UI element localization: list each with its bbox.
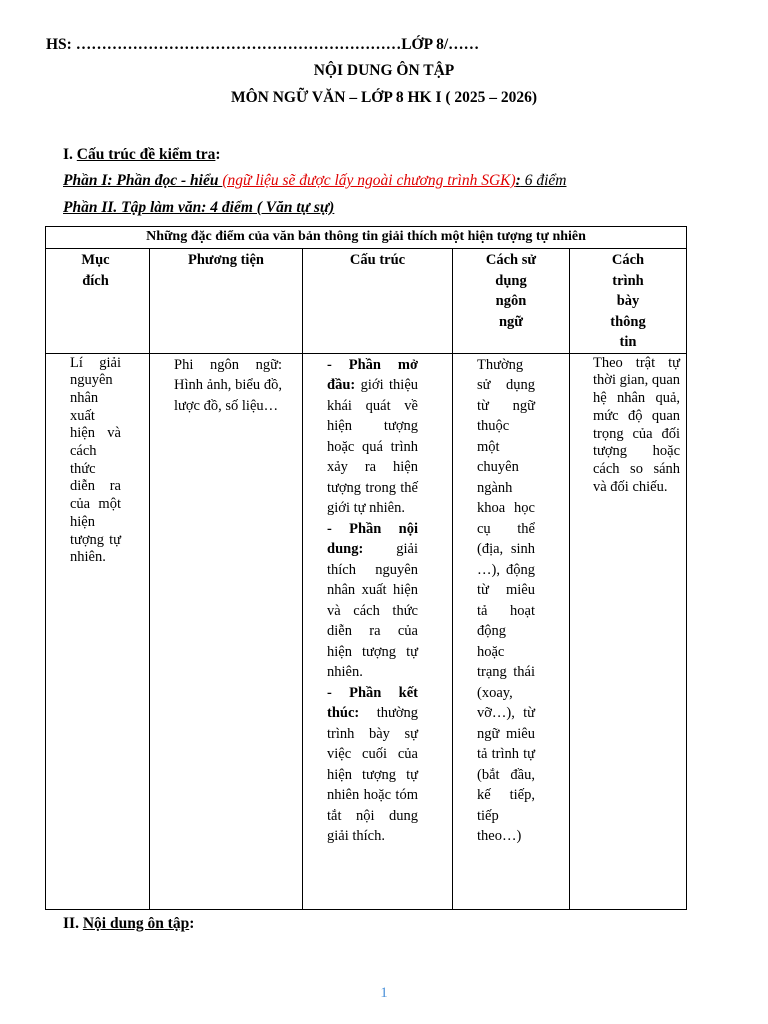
cau-truc-mo-dau bbox=[327, 355, 418, 519]
header-phuong-tien: Phương tiện bbox=[150, 249, 303, 354]
cell-trinh-bay: Theo trật tự thời gian, quan hệ nhân quả, mức độ quan trọng của đối tượng hoặc cách so sánh và đối chiếu. bbox=[570, 353, 687, 909]
cell-cau-truc bbox=[303, 353, 453, 909]
header-trinh-bay: Cách trình bày thông tin bbox=[570, 249, 687, 354]
cau-truc-noi-dung bbox=[327, 519, 418, 683]
mo-dau-label: - Phần mở đầu: bbox=[327, 356, 418, 393]
section-1-heading bbox=[63, 146, 221, 164]
page-number: 1 bbox=[380, 985, 388, 1001]
header-muc-dich: Mục đích bbox=[46, 249, 150, 354]
features-table bbox=[45, 226, 687, 910]
section-2-heading bbox=[63, 915, 194, 933]
cell-muc-dich: Lí giải nguyên nhân xuất hiện và cách thức diễn ra của một hiện tượng tự nhiên. bbox=[46, 353, 150, 909]
document-subtitle: MÔN NGỮ VĂN – LỚP 8 HK I ( 2025 – 2026) bbox=[230, 89, 538, 106]
section-1-colon: : bbox=[215, 146, 221, 163]
part-1-note: (ngữ liệu sẽ được lấy ngoài chương trình SGK) bbox=[222, 172, 516, 189]
cell-phuong-tien: Phi ngôn ngữ: Hình ảnh, biểu đồ, lược đồ, số liệu… bbox=[150, 353, 303, 909]
noi-dung-label: - Phần nội dung: bbox=[327, 520, 418, 557]
table-caption: Những đặc điểm của văn bản thông tin giải thích một hiện tượng tự nhiên bbox=[46, 227, 687, 249]
section-2-number: II. bbox=[63, 915, 83, 932]
part-1-line bbox=[63, 172, 566, 190]
header-ngon-ngu: Cách sử dụng ngôn ngữ bbox=[453, 249, 570, 354]
section-2-colon: : bbox=[189, 915, 195, 932]
cell-ngon-ngu: Thường sử dụng từ ngữ thuộc một chuyên ngành khoa học cụ thể (địa, sinh …), động từ miêu tả hoạt động hoặc trạng thái (xoay, vỡ…), từ ngữ miêu tả trình tự (bắt đầu, kế tiếp, tiếp theo…) bbox=[453, 353, 570, 909]
section-1-number: I. bbox=[63, 146, 77, 163]
part-2-line: Phần II. Tập làm văn: 4 điểm ( Văn tự sự) bbox=[63, 199, 335, 216]
ket-thuc-label: - Phần kết thúc: bbox=[327, 684, 418, 721]
document-title: NỘI DUNG ÔN TẬP bbox=[313, 62, 455, 79]
student-info-line: HS: ………………………………………………………LỚP 8/…… bbox=[46, 36, 480, 53]
table-row bbox=[46, 353, 687, 909]
part-1-label: Phần I: Phần đọc - hiểu bbox=[63, 172, 223, 189]
header-cau-truc: Cấu trúc bbox=[303, 249, 453, 354]
part-1-colon: : bbox=[515, 172, 521, 189]
part-1-points: 6 điểm bbox=[520, 172, 567, 189]
ket-thuc-text: thường trình bày sự việc cuối của hiện tượng tự nhiên hoặc tóm tắt nội dung giải thích. bbox=[327, 705, 418, 844]
section-2-title: Nội dung ôn tập bbox=[82, 915, 190, 932]
section-1-title: Cấu trúc đề kiểm tra bbox=[76, 146, 216, 163]
cau-truc-ket-thuc bbox=[327, 683, 418, 847]
mo-dau-text: giới thiệu khái quát về hiện tượng hoặc quá trình xảy ra hiện tượng trong thế giới tự nhiên. bbox=[327, 377, 418, 516]
noi-dung-text: giải thích nguyên nhân xuất hiện và cách thức diễn ra của hiện tượng tự nhiên. bbox=[327, 541, 418, 680]
